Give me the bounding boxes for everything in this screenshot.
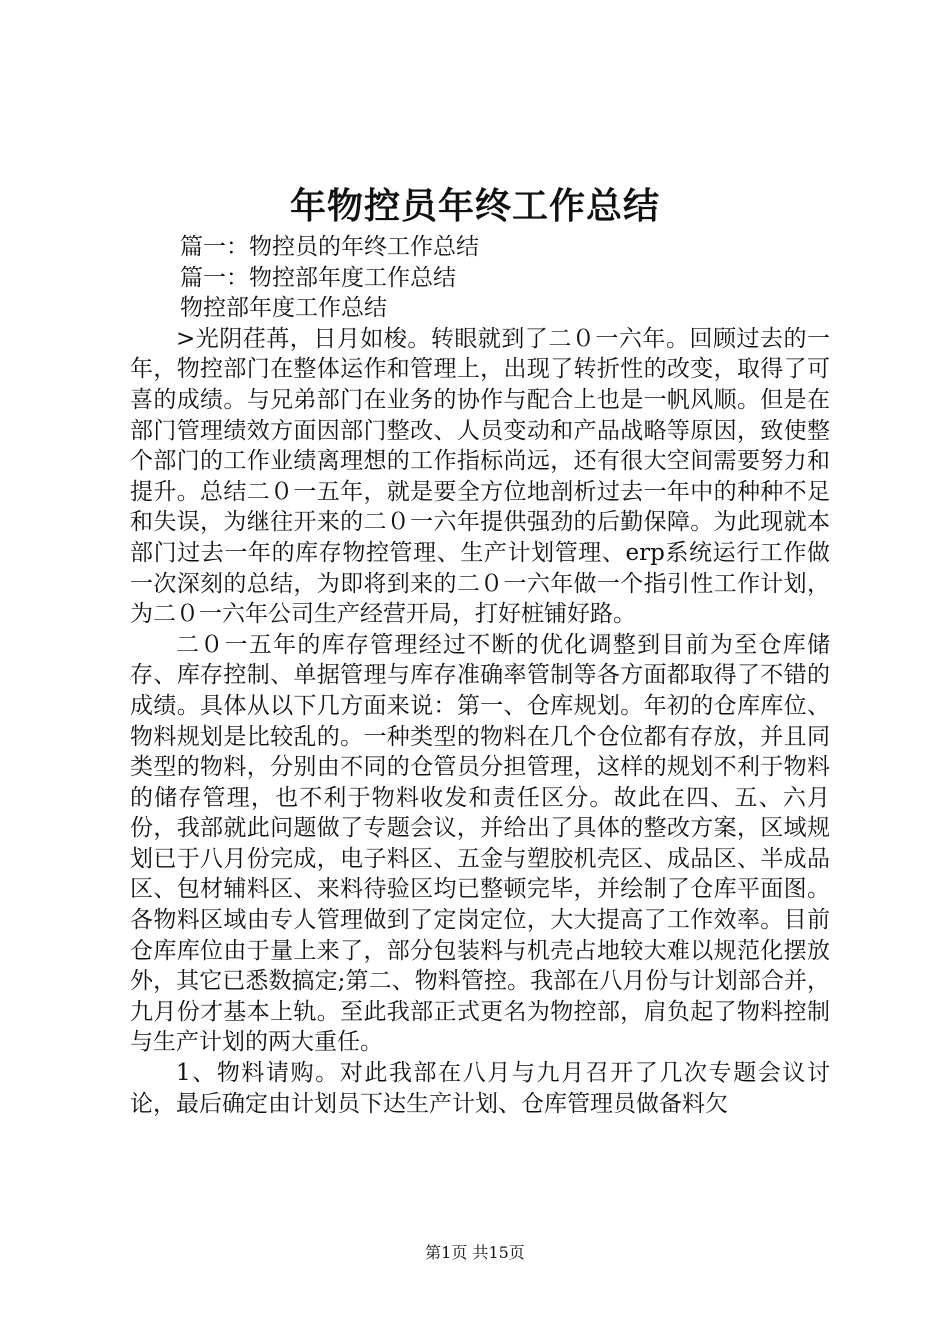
document-body — [130, 232, 830, 1119]
paragraph: 二０一五年的库存管理经过不断的优化调整到目前为至仓库储存、库存控制、单据管理与库存准确率管制等各方面都取得了不错的成绩。具体从以下几方面来说：第一、仓库规划。年初的仓库库位、物料规划是比较乱的。一种类型的物料在几个仓位都有存放，并且同类型的物料，分别由不同的仓管员分担管理，这样的规划不利于物料的储存管理，也不利于物料收发和责任区分。故此在四、五、六月份，我部就此问题做了专题会议，并给出了具体的整改方案，区域规划已于八月份完成，电子料区、五金与塑胶机壳区、成品区、半成品区、包材辅料区、来料待验区均已整顿完毕，并绘制了仓库平面图。各物料区域由专人管理做到了定岗定位，大大提高了工作效率。目前仓库库位由于量上来了，部分包装料与机壳占地较大难以规范化摆放外，其它已悉数搞定;第二、物料管控。我部在八月份与计划部合并，九月份才基本上轨。至此我部正式更名为物控部，肩负起了物料控制与生产计划的两大重任。 — [130, 631, 830, 1056]
page-number-footer: 第1页 共15页 — [425, 1243, 525, 1262]
document-title: 年物控员年终工作总结 — [289, 186, 660, 227]
paragraph: >光阴荏苒，日月如梭。转眼就到了二０一六年。回顾过去的一年，物控部门在整体运作和管理上，出现了转折性的改变，取得了可喜的成绩。与兄弟部门在业务的协作与配合上也是一帆风顺。但是在部门管理绩效方面因部门整改、人员变动和产品战略等原因，致使整个部门的工作业绩离理想的工作指标尚远，还有很大空间需要努力和提升。总结二０一五年，就是要全方位地剖析过去一年中的种种不足和失误，为继往开来的二０一六年提供强劲的后勤保障。为此现就本部门过去一年的库存物控管理、生产计划管理、erp系统运行工作做一次深刻的总结，为即将到来的二０一六年做一个指引性工作计划，为二０一六年公司生产经营开局，打好桩铺好路。 — [130, 325, 830, 628]
paragraph: 1、物料请购。对此我部在八月与九月召开了几次专题会议讨论，最后确定由计划员下达生产计划、仓库管理员做备料欠 — [130, 1060, 830, 1117]
section-heading: 篇一：物控员的年终工作总结 — [180, 234, 479, 260]
section-heading: 物控部年度工作总结 — [180, 295, 387, 322]
section-heading: 篇一：物控部年度工作总结 — [180, 264, 456, 291]
